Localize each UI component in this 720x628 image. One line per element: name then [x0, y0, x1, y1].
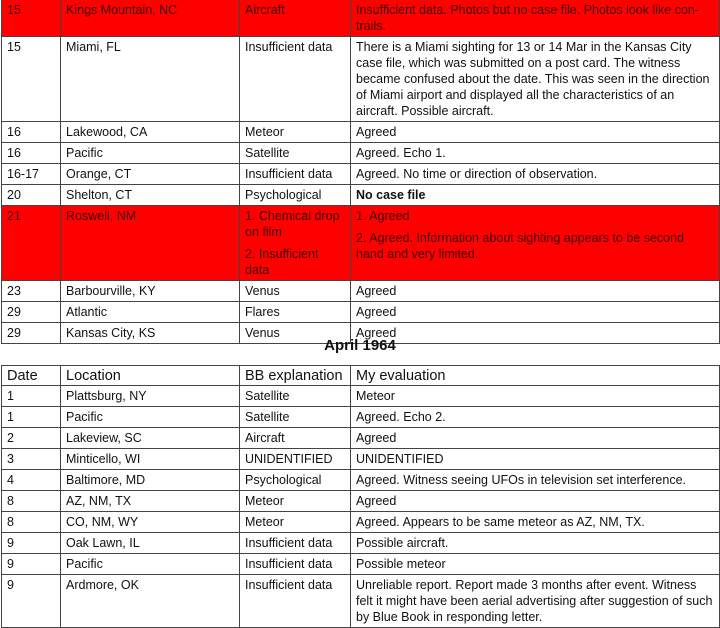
my-evaluation-cell-text: Meteor [356, 389, 395, 403]
date-cell [2, 449, 61, 470]
date-cell [2, 185, 61, 206]
bb-explanation-cell [240, 143, 351, 164]
table-row [2, 302, 720, 323]
table-row [2, 143, 720, 164]
bb-explanation-cell-text: Satellite [245, 410, 290, 424]
bb-explanation-cell-text: Psychological [245, 188, 322, 202]
table-row [2, 491, 720, 512]
location-cell [61, 470, 240, 491]
header-row [2, 366, 720, 386]
location-cell-text: Ardmore, OK [66, 578, 139, 592]
table-row [2, 206, 720, 281]
table-row [2, 470, 720, 491]
location-cell [61, 428, 240, 449]
date-cell-text: 9 [7, 536, 14, 550]
my-evaluation-cell-text: 1. Agreed [356, 209, 410, 223]
bb-explanation-cell [240, 185, 351, 206]
bb-explanation-cell [240, 0, 351, 37]
date-cell-text: 3 [7, 452, 14, 466]
my-evaluation-cell-text: Agreed [356, 431, 397, 445]
my-evaluation-cell [351, 185, 720, 206]
table-row [2, 428, 720, 449]
my-evaluation-cell-text: UNIDENTIFIED [356, 452, 444, 466]
date-cell [2, 0, 61, 37]
location-cell-text: CO, NM, WY [66, 515, 139, 529]
location-cell [61, 143, 240, 164]
date-cell-text: 29 [7, 326, 21, 340]
bb-explanation-cell-text: UNIDENTIFIED [245, 452, 333, 466]
my-evaluation-cell [351, 164, 720, 185]
date-cell [2, 407, 61, 428]
bb-explanation-cell [240, 428, 351, 449]
table-row [2, 37, 720, 122]
table-row [2, 0, 720, 37]
location-cell-text: Kings Mountain, NC [66, 3, 178, 17]
location-cell-text: AZ, NM, TX [66, 494, 132, 508]
location-cell-text: Minticello, WI [66, 452, 141, 466]
table-row [2, 554, 720, 575]
my-evaluation-cell-text: Agreed. Echo 1. [356, 146, 446, 160]
date-cell-text: 20 [7, 188, 21, 202]
bb-explanation-cell-text: Satellite [245, 389, 290, 403]
date-cell-text: 2 [7, 431, 14, 445]
bb-explanation-cell-text: 1. Chemical drop on film [245, 209, 340, 239]
bb-explanation-cell [240, 554, 351, 575]
march-table-body [2, 0, 720, 344]
date-cell-text: 23 [7, 284, 21, 298]
bb-explanation-cell [240, 164, 351, 185]
date-cell-text: 15 [7, 3, 21, 17]
location-cell [61, 575, 240, 628]
table-row [2, 512, 720, 533]
header-location: Location [61, 366, 240, 386]
date-cell-text: 1 [7, 389, 14, 403]
march-sightings-table [1, 0, 720, 344]
bb-explanation-cell-text: Flares [245, 305, 280, 319]
location-cell [61, 164, 240, 185]
date-cell [2, 512, 61, 533]
location-cell [61, 122, 240, 143]
date-cell [2, 302, 61, 323]
my-evaluation-cell-text: Agreed. No time or direction of observation. [356, 167, 598, 181]
date-cell [2, 575, 61, 628]
bb-explanation-cell-text: Insufficient data [245, 167, 333, 181]
location-cell [61, 302, 240, 323]
my-evaluation-cell [351, 407, 720, 428]
bb-explanation-cell [240, 122, 351, 143]
date-cell [2, 428, 61, 449]
bb-explanation-cell-text: Meteor [245, 494, 284, 508]
date-cell-text: 21 [7, 209, 21, 223]
table-row [2, 185, 720, 206]
table-row [2, 533, 720, 554]
date-cell [2, 206, 61, 281]
table-row [2, 407, 720, 428]
bb-explanation-cell [240, 575, 351, 628]
location-cell [61, 0, 240, 37]
bb-explanation-cell-text: Insufficient data [245, 557, 333, 571]
my-evaluation-cell [351, 122, 720, 143]
my-evaluation-cell [351, 143, 720, 164]
date-cell [2, 143, 61, 164]
my-evaluation-cell [351, 206, 720, 281]
location-cell [61, 449, 240, 470]
location-cell [61, 512, 240, 533]
location-cell-text: Shelton, CT [66, 188, 133, 202]
location-cell-text: Lakeview, SC [66, 431, 142, 445]
date-cell-text: 8 [7, 494, 14, 508]
bb-explanation-cell [240, 206, 351, 281]
bb-explanation-cell-text: Venus [245, 326, 280, 340]
table-row [2, 164, 720, 185]
bb-explanation-cell-text: Insufficient data [245, 536, 333, 550]
my-evaluation-cell-text: Unreliable report. Report made 3 months after event. Witness felt it might have been aerial advertising after suggestion of such by Blue Book in responding letter. [356, 578, 713, 624]
my-evaluation-cell [351, 491, 720, 512]
location-cell-text: Orange, CT [66, 167, 132, 181]
date-cell [2, 533, 61, 554]
my-evaluation-cell [351, 428, 720, 449]
location-cell [61, 206, 240, 281]
my-evaluation-cell-text: Agreed. Appears to be same meteor as AZ, NM, TX. [356, 515, 645, 529]
header-my-evaluation: My evaluation [351, 366, 720, 386]
bb-explanation-cell-text: Satellite [245, 146, 290, 160]
location-cell-text: Kansas City, KS [66, 326, 156, 340]
location-cell [61, 386, 240, 407]
bb-explanation-cell [240, 512, 351, 533]
location-cell [61, 185, 240, 206]
bb-explanation-cell-text: Psychological [245, 473, 322, 487]
my-evaluation-cell-text-2: 2. Agreed. Information about sighting appears to be second hand and very limited. [356, 231, 685, 261]
location-cell-text: Pacific [66, 410, 103, 424]
my-evaluation-cell-text: Agreed [356, 494, 397, 508]
table-row [2, 449, 720, 470]
location-cell-text: Pacific [66, 557, 103, 571]
date-cell-text: 16-17 [7, 167, 39, 181]
location-cell-text: Roswell, NM [66, 209, 137, 223]
my-evaluation-cell [351, 281, 720, 302]
date-cell [2, 491, 61, 512]
my-evaluation-cell-text: Agreed [356, 326, 397, 340]
bb-explanation-cell-text: Venus [245, 284, 280, 298]
date-cell-text: 16 [7, 146, 21, 160]
location-cell-text: Oak Lawn, IL [66, 536, 140, 550]
my-evaluation-cell-text: Agreed [356, 284, 397, 298]
my-evaluation-cell [351, 302, 720, 323]
date-cell [2, 122, 61, 143]
my-evaluation-cell [351, 0, 720, 37]
bb-explanation-cell-text: Aircraft [245, 3, 285, 17]
location-cell [61, 554, 240, 575]
date-cell-text: 4 [7, 473, 14, 487]
date-cell-text: 8 [7, 515, 14, 529]
date-cell [2, 37, 61, 122]
my-evaluation-cell-text: Agreed [356, 305, 397, 319]
date-cell-text: 9 [7, 578, 14, 592]
header-bb-explanation: BB explanation [240, 366, 351, 386]
my-evaluation-cell [351, 554, 720, 575]
april-sightings-table [1, 365, 720, 628]
table-row [2, 122, 720, 143]
location-cell [61, 491, 240, 512]
date-cell [2, 164, 61, 185]
date-cell-text: 1 [7, 410, 14, 424]
my-evaluation-cell [351, 575, 720, 628]
location-cell-text: Pacific [66, 146, 103, 160]
bb-explanation-cell [240, 491, 351, 512]
date-cell [2, 554, 61, 575]
my-evaluation-cell [351, 512, 720, 533]
bb-explanation-cell-text: Insufficient data [245, 40, 333, 54]
bb-explanation-cell [240, 37, 351, 122]
table-row [2, 386, 720, 407]
bb-explanation-cell-text: Insufficient data [245, 578, 333, 592]
bb-explanation-cell [240, 386, 351, 407]
bb-explanation-cell [240, 449, 351, 470]
my-evaluation-cell-text: Possible meteor [356, 557, 446, 571]
header-date: Date [2, 366, 61, 386]
bb-explanation-cell-text: Aircraft [245, 431, 285, 445]
location-cell [61, 533, 240, 554]
bb-explanation-cell-text: Meteor [245, 125, 284, 139]
my-evaluation-cell [351, 37, 720, 122]
location-cell-text: Atlantic [66, 305, 107, 319]
bb-explanation-cell-text-2: 2. Insufficient data [245, 247, 319, 277]
bb-explanation-cell [240, 407, 351, 428]
my-evaluation-cell-text: Possible aircraft. [356, 536, 449, 550]
date-cell-text: 29 [7, 305, 21, 319]
date-cell-text: 9 [7, 557, 14, 571]
bb-explanation-cell [240, 533, 351, 554]
my-evaluation-cell-text: Agreed. Witness seeing UFOs in television set interference. [356, 473, 687, 487]
my-evaluation-cell [351, 470, 720, 491]
table-row [2, 281, 720, 302]
bb-explanation-cell [240, 470, 351, 491]
april-table-body [2, 386, 720, 628]
bb-explanation-cell-text: Meteor [245, 515, 284, 529]
my-evaluation-cell-text: There is a Miami sighting for 13 or 14 Mar in the Kansas City case file, which was submitted on a post card. The witness became confused about the date. This was seen in the direction of Miami airport and displayed all the characteristics of an aircraft. Possible aircraft. [356, 40, 710, 118]
date-cell [2, 470, 61, 491]
table-row [2, 575, 720, 628]
location-cell [61, 281, 240, 302]
section-title: April 1964 [324, 337, 396, 354]
bb-explanation-cell [240, 302, 351, 323]
location-cell-text: Plattsburg, NY [66, 389, 147, 403]
my-evaluation-cell-text: No case file [356, 188, 426, 202]
location-cell [61, 407, 240, 428]
location-cell [61, 37, 240, 122]
my-evaluation-cell-text: Agreed. Echo 2. [356, 410, 446, 424]
location-cell-text: Lakewood, CA [66, 125, 148, 139]
my-evaluation-cell [351, 449, 720, 470]
bb-explanation-cell [240, 281, 351, 302]
my-evaluation-cell-text: Agreed [356, 125, 397, 139]
location-cell-text: Miami, FL [66, 40, 121, 54]
my-evaluation-cell-text: Insufficient data. Photos but no case file. Photos look like con-trails. [356, 3, 700, 33]
location-cell-text: Baltimore, MD [66, 473, 146, 487]
my-evaluation-cell [351, 533, 720, 554]
my-evaluation-cell [351, 386, 720, 407]
date-cell-text: 15 [7, 40, 21, 54]
date-cell [2, 281, 61, 302]
date-cell-text: 16 [7, 125, 21, 139]
date-cell [2, 386, 61, 407]
location-cell-text: Barbourville, KY [66, 284, 156, 298]
